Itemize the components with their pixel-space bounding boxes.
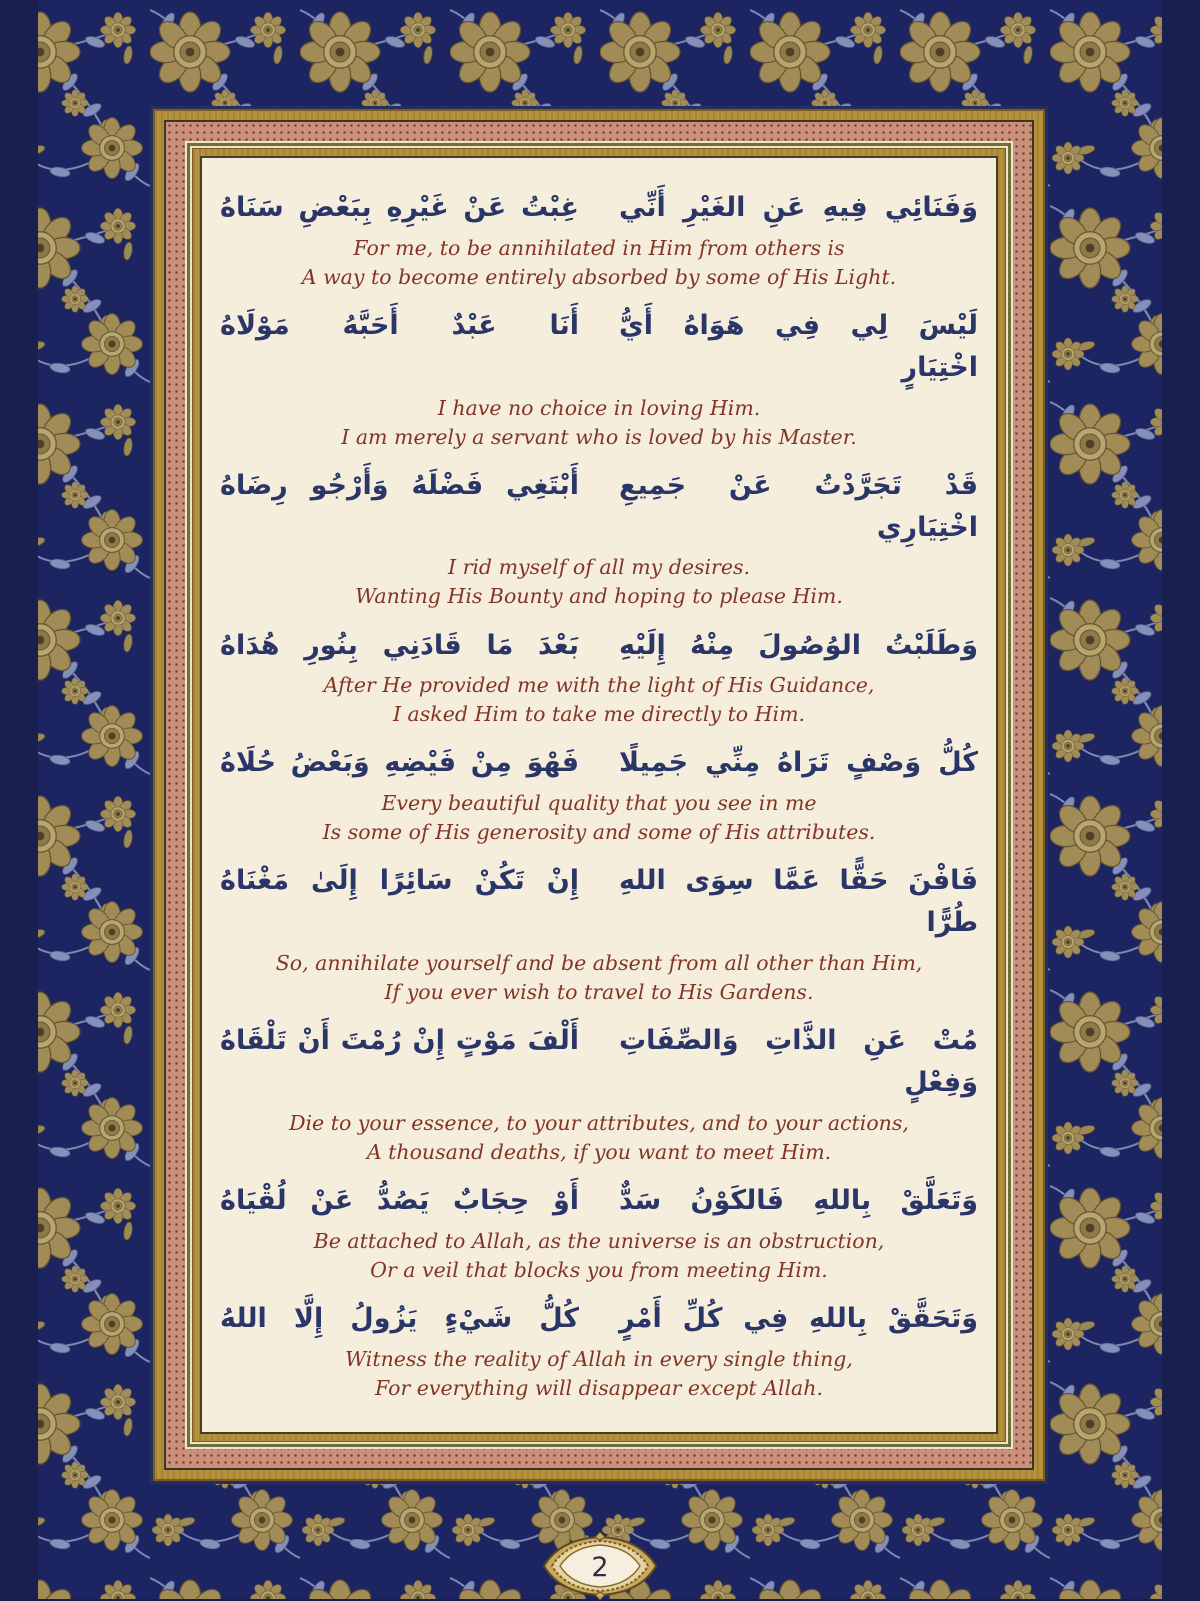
english-translation-line: Die to your essence, to your attributes, and to your actions,	[289, 1110, 909, 1135]
english-translation-line: I rid myself of all my desires.	[447, 555, 751, 580]
arabic-verse	[212, 860, 986, 944]
english-translation-line: For everything will disappear except Allah.	[375, 1375, 823, 1400]
arabic-hemistich-left: أَلْفَ مَوْتٍ إِنْ رُمْتَ أَنْ تَلْقَاهُ	[220, 1025, 579, 1057]
english-translation-line: After He provided me with the light of His Guidance,	[323, 673, 875, 698]
english-translation-line: I asked Him to take me directly to Him.	[392, 702, 806, 727]
verse-block	[212, 1298, 986, 1403]
arabic-hemistich-left: أَنَا عَبْدٌ أَحَبَّهُ مَوْلَاهُ	[220, 309, 579, 341]
english-translation-line: For me, to be annihilated in Him from others is	[353, 235, 845, 260]
arabic-hemistich-right: كُلُّ وَصْفٍ تَرَاهُ مِنِّي جَمِيلًا	[619, 747, 978, 779]
arabic-hemistich-right: وَفَنَائِي فِيهِ عَنِ الغَيْرِ أَنِّي	[619, 191, 978, 223]
english-translation-line: Every beautiful quality that you see in me	[381, 791, 817, 816]
manuscript-panel	[150, 106, 1048, 1484]
verse-block	[212, 742, 986, 847]
page-number: 2	[591, 1551, 609, 1583]
arabic-verse	[212, 625, 986, 667]
arabic-verse	[212, 742, 986, 784]
arabic-hemistich-right: قَدْ تَجَرَّدْتُ عَنْ جَمِيعِ اخْتِيَارِي	[619, 469, 978, 543]
arabic-verse	[212, 187, 986, 229]
arabic-verse	[212, 465, 986, 549]
verse-block	[212, 1020, 986, 1167]
left-plain-margin	[0, 0, 38, 1599]
arabic-hemistich-left: غِبْتُ عَنْ غَيْرِهِ بِبَعْضِ سَنَاهُ	[220, 191, 579, 223]
arabic-verse	[212, 1020, 986, 1104]
poem-text	[202, 158, 996, 1432]
arabic-hemistich-left: كُلُّ شَيْءٍ يَزُولُ إِلَّا اللهُ	[220, 1303, 579, 1335]
arabic-hemistich-right: مُتْ عَنِ الذَّاتِ وَالصِّفَاتِ وَفِعْلٍ	[619, 1025, 978, 1099]
arabic-hemistich-left: أَوْ حِجَابٌ يَصُدُّ عَنْ لُقْيَاهُ	[220, 1185, 579, 1217]
arabic-hemistich-right: لَيْسَ لِي فِي هَوَاهُ أَيُّ اخْتِيَارٍ	[619, 309, 978, 383]
arabic-hemistich-right: وَتَحَقَّقْ بِاللهِ فِي كُلِّ أَمْرٍ	[619, 1303, 978, 1335]
english-translation-line: Or a veil that blocks you from meeting Him.	[370, 1258, 828, 1283]
arabic-hemistich-right: وَتَعَلَّقْ بِاللهِ فَالكَوْنُ سَدٌّ	[619, 1185, 978, 1217]
arabic-verse	[212, 1180, 986, 1222]
right-plain-margin	[1162, 0, 1200, 1599]
arabic-hemistich-right: وَطَلَبْتُ الوُصُولَ مِنْهُ إِلَيْهِ	[619, 629, 978, 661]
english-translation-line: I have no choice in loving Him.	[437, 395, 761, 420]
arabic-hemistich-left: إِنْ تَكُنْ سَائِرًا إِلَىٰ مَغْنَاهُ	[220, 865, 579, 897]
arabic-hemistich-right: فَافْنَ حَقًّا عَمَّا سِوَى اللهِ طُرًّا	[619, 865, 978, 939]
frame-pink-dotted-band	[166, 122, 1032, 1468]
english-translation-line: A thousand deaths, if you want to meet Him.	[366, 1140, 832, 1165]
english-translation-line: Witness the reality of Allah in every single thing,	[345, 1346, 853, 1371]
verse-block	[212, 860, 986, 1007]
verse-block	[212, 1180, 986, 1285]
arabic-verse	[212, 1298, 986, 1340]
arabic-hemistich-left: أَبْتَغِي فَضْلَهُ وَأَرْجُو رِضَاهُ	[220, 469, 579, 501]
frame-gold-outer-band	[153, 109, 1045, 1481]
english-translation-line: So, annihilate yourself and be absent from all other than Him,	[275, 951, 923, 976]
verse-block	[212, 305, 986, 452]
verse-block	[212, 187, 986, 292]
paper-page	[202, 158, 996, 1432]
english-translation-line: If you ever wish to travel to His Gardens.	[384, 980, 814, 1005]
english-translation-line: A way to become entirely absorbed by some of His Light.	[301, 264, 897, 289]
frame-gold-inner-band	[192, 148, 1006, 1442]
arabic-hemistich-left: بَعْدَ مَا قَادَنِي بِنُورِ هُدَاهُ	[220, 629, 579, 661]
english-translation-line: Wanting His Bounty and hoping to please Him.	[355, 584, 843, 609]
arabic-verse	[212, 305, 986, 389]
arabic-hemistich-left: فَهْوَ مِنْ فَيْضِهِ وَبَعْضُ حُلَاهُ	[220, 747, 579, 779]
verse-block	[212, 625, 986, 730]
verse-block	[212, 465, 986, 612]
english-translation-line: Be attached to Allah, as the universe is an obstruction,	[313, 1228, 885, 1253]
english-translation-line: Is some of His generosity and some of His attributes.	[322, 820, 876, 845]
page-number-medallion	[540, 1531, 660, 1601]
english-translation-line: I am merely a servant who is loved by his Master.	[341, 424, 857, 449]
